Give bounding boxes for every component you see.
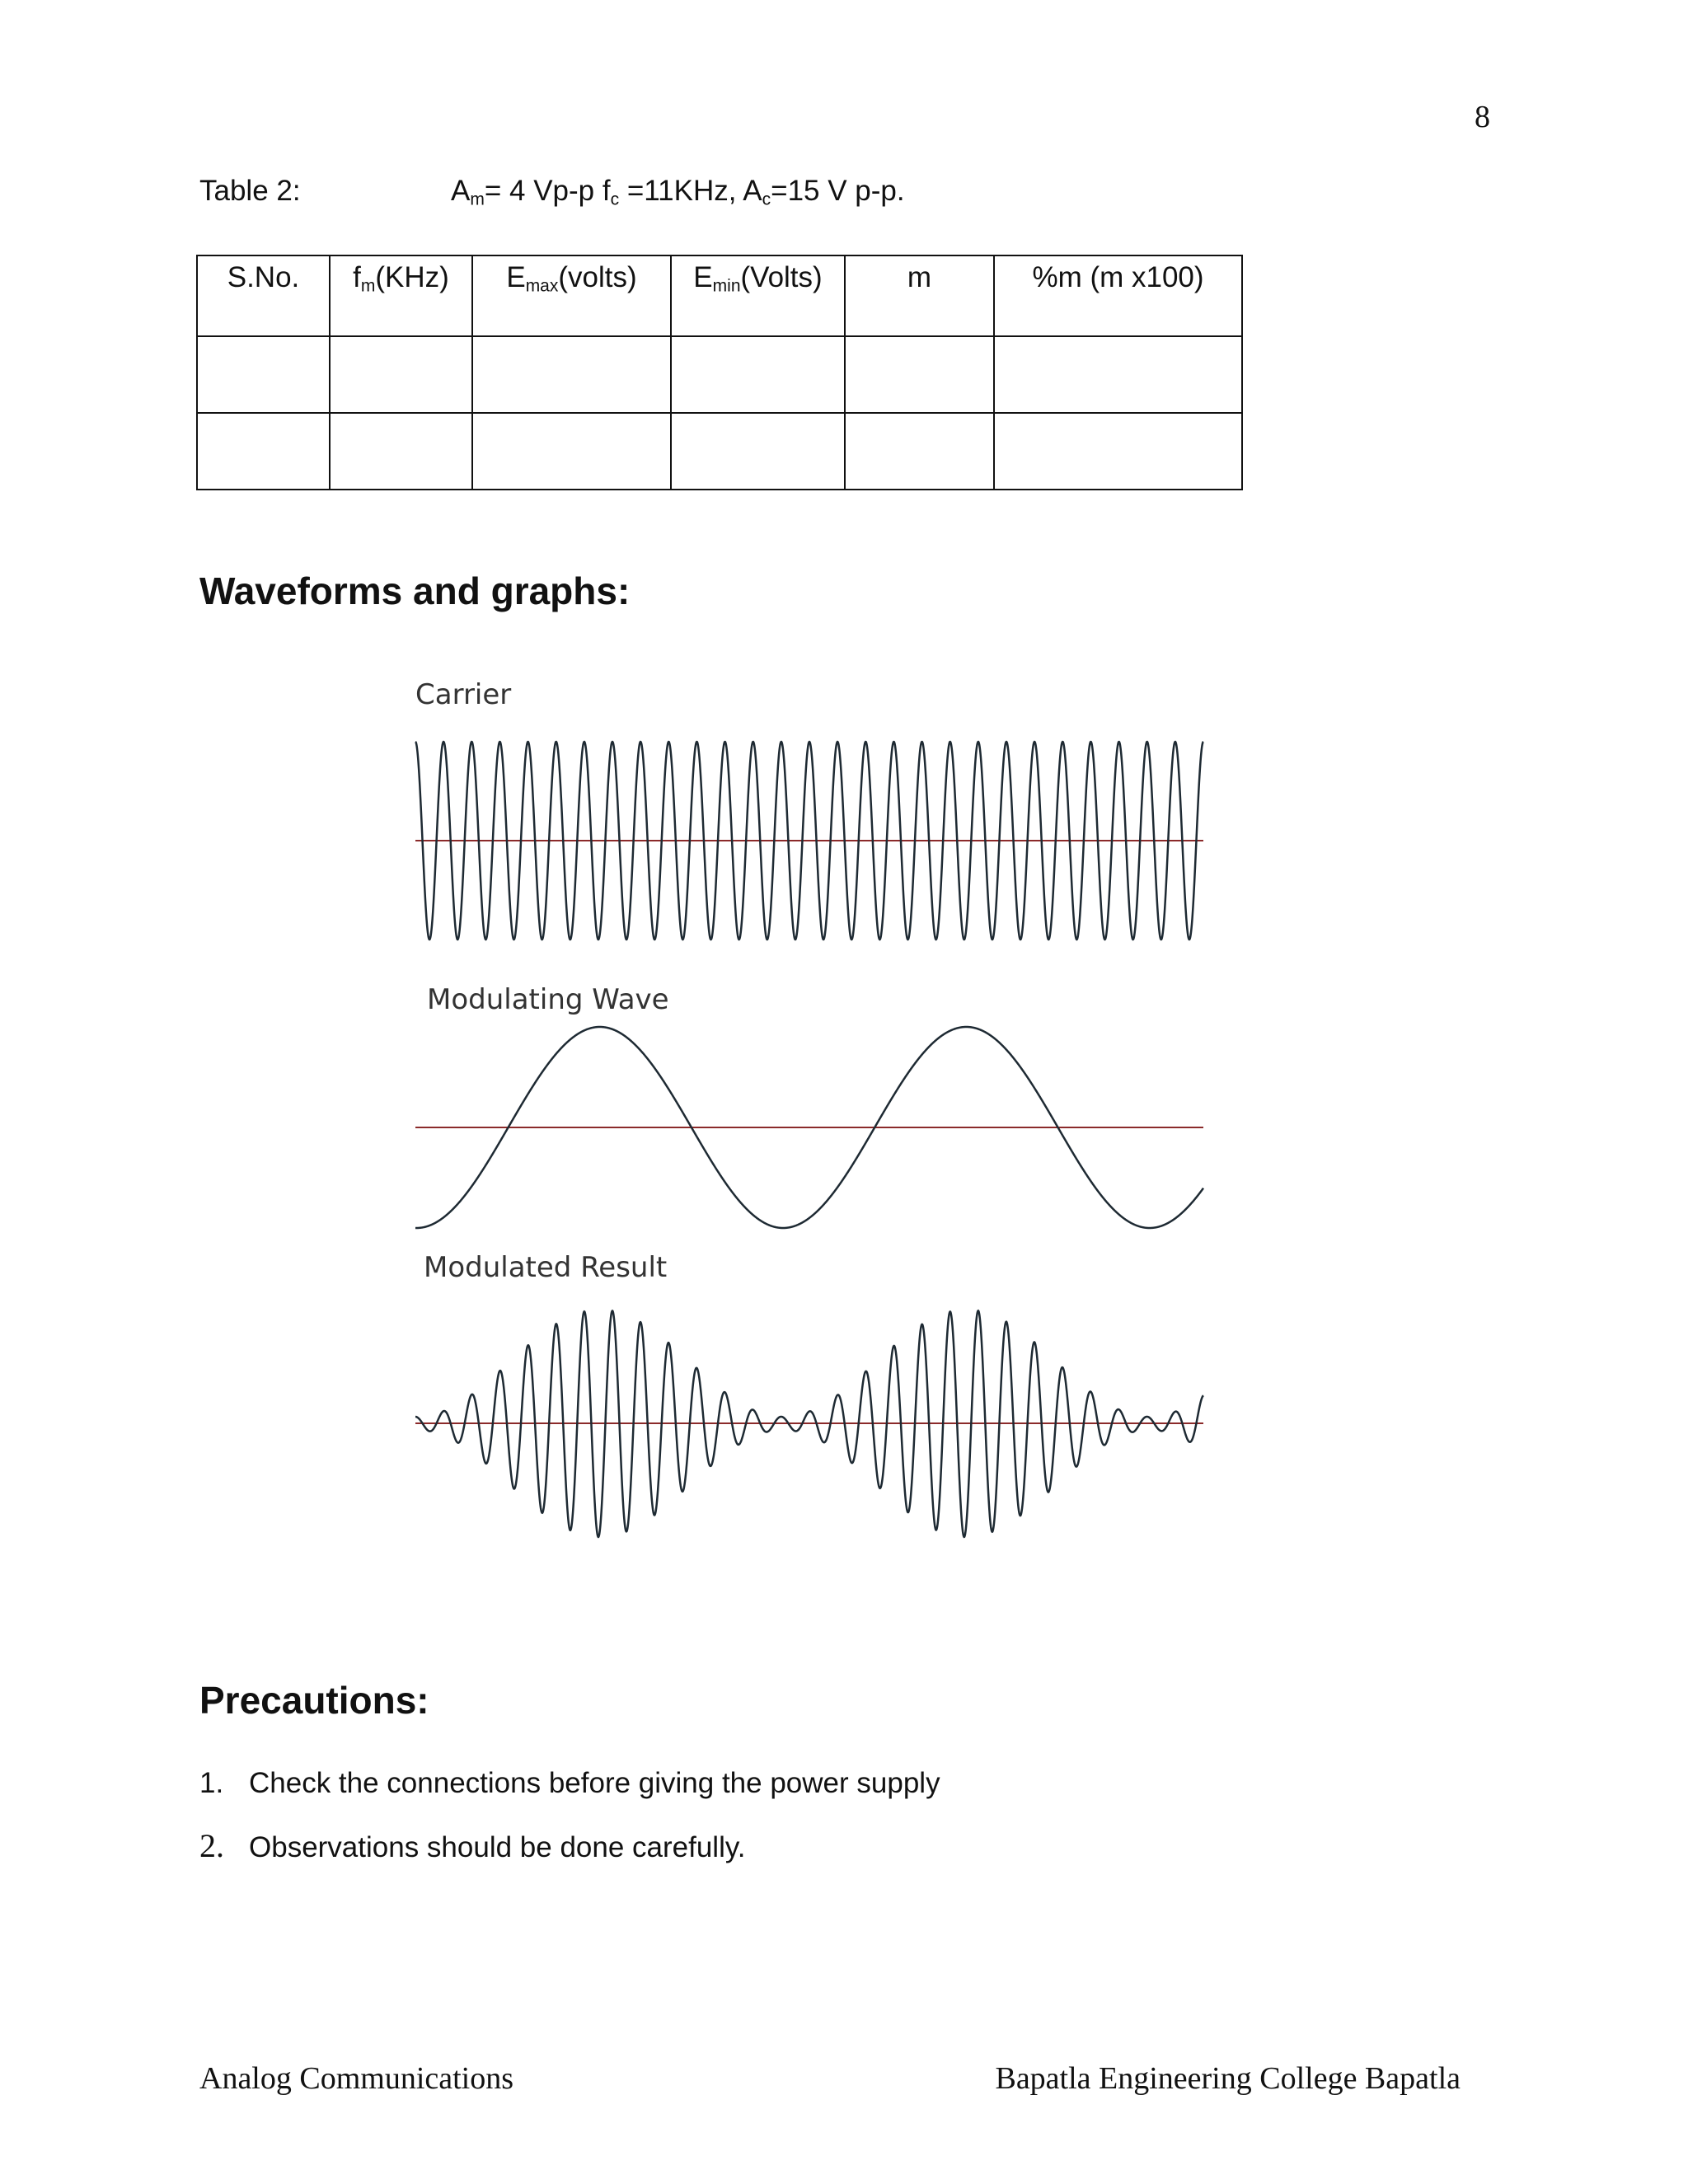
table-cell (197, 336, 330, 413)
table-cell (671, 336, 845, 413)
waveform-figure (404, 676, 1212, 1582)
table-cell (330, 336, 472, 413)
modulating-label: Modulating Wave (427, 983, 669, 1016)
modulated-label: Modulated Result (424, 1251, 668, 1284)
precaution-number: 2. (199, 1827, 224, 1864)
header-fm: $f_m(KHz)$ (330, 255, 472, 336)
table-caption (199, 175, 905, 209)
table-cell (330, 413, 472, 490)
page-number: 8 (1475, 100, 1490, 134)
precautions-heading: Precautions: (199, 1679, 429, 1722)
table-cell (845, 413, 994, 490)
header-m: m (845, 255, 994, 336)
precautions-list (199, 1767, 940, 1865)
table-cell (994, 336, 1242, 413)
table-row (197, 336, 1242, 413)
carrier-label: Carrier (415, 678, 512, 711)
table-cell (472, 336, 671, 413)
footer-course-title: Analog Communications (199, 2061, 514, 2096)
precaution-text: Observations should be done carefully. (249, 1831, 746, 1863)
precaution-item (199, 1767, 940, 1800)
table-header-row (197, 255, 1242, 336)
table-cell (197, 413, 330, 490)
observation-table (196, 255, 1243, 490)
table-cell (671, 413, 845, 490)
precaution-text: Check the connections before giving the power supply (249, 1767, 940, 1799)
header-emax: $E_{max}(volts)$ (472, 255, 671, 336)
footer-college-name: Bapatla Engineering College Bapatla (995, 2061, 1461, 2096)
table-cell (472, 413, 671, 490)
table-row (197, 413, 1242, 490)
table-label: Table 2: (199, 175, 301, 207)
table-parameters: $A_m= 4$ Vp-p $f_c =11KHz$, $A_c=15$ V p-p. (451, 175, 905, 209)
header-percent-m: %m (m x100) (994, 255, 1242, 336)
header-sno: S.No. (197, 255, 330, 336)
header-emin: $E_{min}(Volts)$ (671, 255, 845, 336)
precaution-number: 1. (199, 1767, 224, 1799)
table-cell (845, 336, 994, 413)
waveforms-heading: Waveforms and graphs: (199, 569, 631, 612)
table-cell (994, 413, 1242, 490)
precaution-item (199, 1826, 940, 1865)
